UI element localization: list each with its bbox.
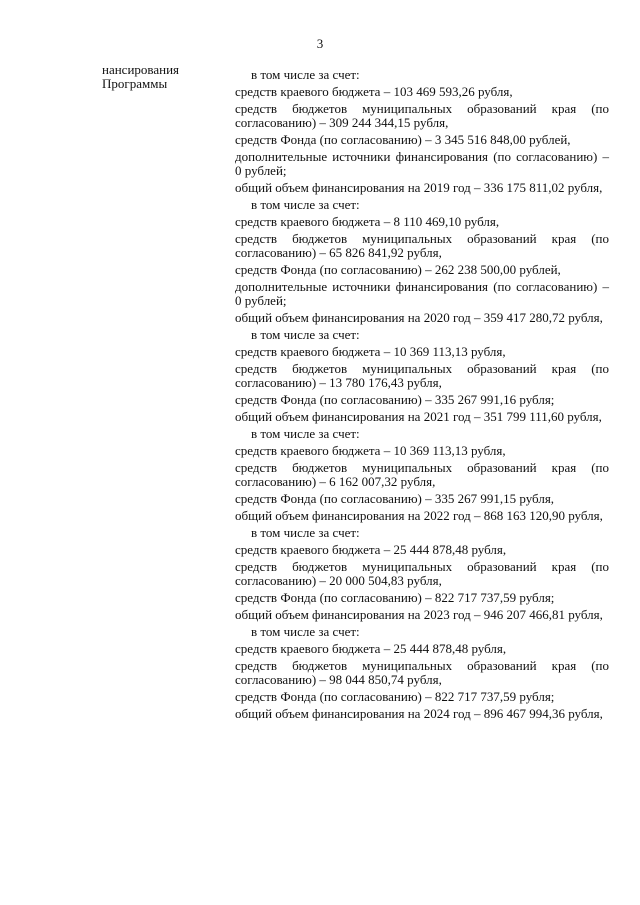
text-line: средств бюджетов муниципальных образований края (по согласованию) – 65 826 841,92 рубля, <box>235 231 609 260</box>
text-line: средств Фонда (по согласованию) – 335 267 991,15 рубля, <box>235 491 555 506</box>
text-line: в том числе за счет: <box>251 525 360 540</box>
text-line: средств бюджетов муниципальных образований края (по согласованию) – 20 000 504,83 рубля, <box>235 559 609 588</box>
text-line: общий объем финансирования на 2019 год – 336 175 811,02 рубля, <box>235 180 603 195</box>
text-line: средств краевого бюджета – 103 469 593,26 рубля, <box>235 84 513 99</box>
text-line: средств краевого бюджета – 8 110 469,10 рубля, <box>235 214 500 229</box>
text-line: средств Фонда (по согласованию) – 335 267 991,16 рубля; <box>235 392 555 407</box>
text-line: в том числе за счет: <box>251 67 360 82</box>
text-line: в том числе за счет: <box>251 426 360 441</box>
text-line: в том числе за счет: <box>251 327 360 342</box>
text-line: средств краевого бюджета – 10 369 113,13 рубля, <box>235 443 506 458</box>
text-line: средств бюджетов муниципальных образований края (по согласованию) – 98 044 850,74 рубля, <box>235 658 609 687</box>
text-line: в том числе за счет: <box>251 197 360 212</box>
text-line: средств Фонда (по согласованию) – 822 717 737,59 рубля; <box>235 689 555 704</box>
text-line: средств краевого бюджета – 25 444 878,48 рубля, <box>235 641 507 656</box>
page-number: 3 <box>316 36 324 51</box>
text-line: средств Фонда (по согласованию) – 262 238 500,00 рублей, <box>235 262 561 277</box>
text-line: дополнительные источники финансирования (по согласованию) – 0 рублей; <box>235 149 609 178</box>
financing-text <box>235 68 609 724</box>
text-line: средств бюджетов муниципальных образований края (по согласованию) – 13 780 176,43 рубля, <box>235 361 609 390</box>
text-line: средств Фонда (по согласованию) – 822 717 737,59 рубля; <box>235 590 555 605</box>
text-line: средств краевого бюджета – 25 444 878,48 рубля, <box>235 542 507 557</box>
left-label-line-1: нансирования <box>102 62 180 77</box>
text-line: дополнительные источники финансирования (по согласованию) – 0 рублей; <box>235 279 609 308</box>
left-label-line-2: Программы <box>102 76 168 91</box>
text-line: общий объем финансирования на 2022 год – 868 163 120,90 рубля, <box>235 508 603 523</box>
text-line: средств бюджетов муниципальных образований края (по согласованию) – 6 162 007,32 рубля, <box>235 460 609 489</box>
left-column-label <box>102 63 232 91</box>
text-line: в том числе за счет: <box>251 624 360 639</box>
text-line: средств Фонда (по согласованию) – 3 345 516 848,00 рублей, <box>235 132 571 147</box>
text-line: средств краевого бюджета – 10 369 113,13 рубля, <box>235 344 506 359</box>
text-line: общий объем финансирования на 2023 год – 946 207 466,81 рубля, <box>235 607 603 622</box>
text-line: общий объем финансирования на 2021 год – 351 799 111,60 рубля, <box>235 409 602 424</box>
text-line: общий объем финансирования на 2020 год – 359 417 280,72 рубля, <box>235 310 603 325</box>
text-line: средств бюджетов муниципальных образований края (по согласованию) – 309 244 344,15 рубля, <box>235 101 609 130</box>
text-line: общий объем финансирования на 2024 год – 896 467 994,36 рубля, <box>235 706 603 721</box>
